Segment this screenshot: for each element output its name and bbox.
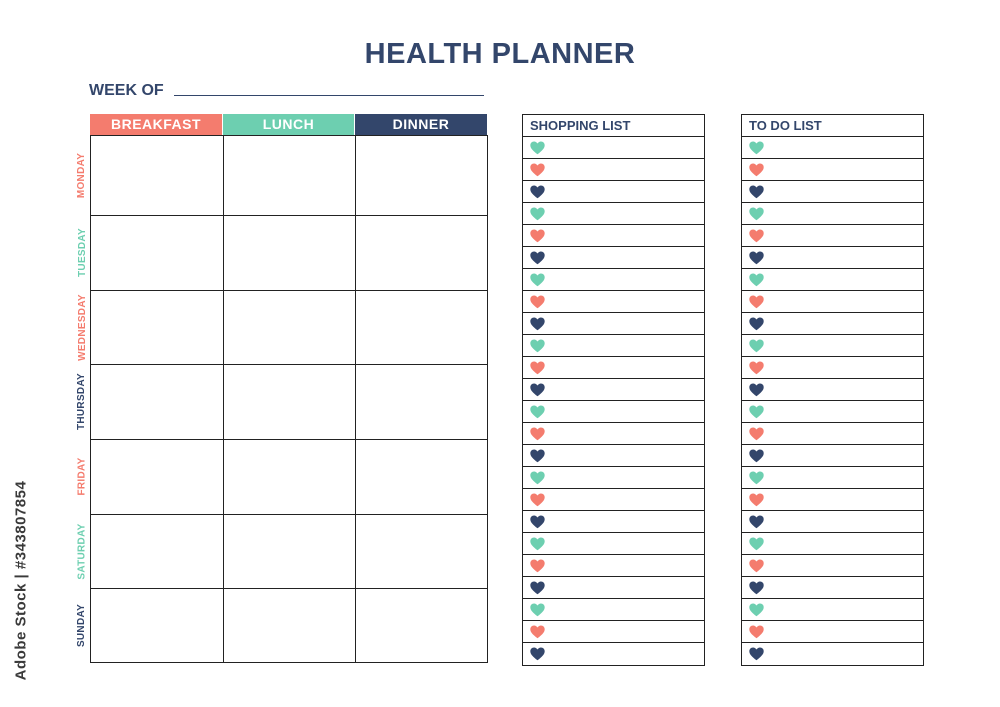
shopping-list-item[interactable] <box>523 225 704 247</box>
heart-icon <box>749 537 764 551</box>
heart-icon <box>749 383 764 397</box>
heart-icon <box>749 493 764 507</box>
heart-icon <box>749 625 764 639</box>
heart-icon <box>530 537 545 551</box>
todo-list-item[interactable] <box>742 137 923 159</box>
heart-icon <box>530 471 545 485</box>
meal-cell-wednesday-lunch[interactable] <box>223 290 355 364</box>
todo-list-item[interactable] <box>742 511 923 533</box>
heart-icon <box>530 207 545 221</box>
todo-list-item[interactable] <box>742 423 923 445</box>
shopping-list-item[interactable] <box>523 357 704 379</box>
heart-icon <box>530 361 545 375</box>
heart-icon <box>749 163 764 177</box>
heart-icon <box>530 603 545 617</box>
heart-icon <box>530 449 545 463</box>
meal-cell-tuesday-lunch[interactable] <box>223 215 355 290</box>
heart-icon <box>749 559 764 573</box>
meal-header-breakfast: BREAKFAST <box>90 114 222 135</box>
meal-cell-friday-breakfast[interactable] <box>91 439 223 514</box>
shopping-list-item[interactable] <box>523 555 704 577</box>
shopping-list-item[interactable] <box>523 467 704 489</box>
meal-cell-thursday-dinner[interactable] <box>355 364 487 439</box>
todo-list-item[interactable] <box>742 555 923 577</box>
page-title: HEALTH PLANNER <box>364 38 636 70</box>
todo-list-item[interactable] <box>742 159 923 181</box>
heart-icon <box>749 317 764 331</box>
todo-list-item[interactable] <box>742 577 923 599</box>
todo-list-item[interactable] <box>742 247 923 269</box>
meal-cell-sunday-lunch[interactable] <box>223 588 355 662</box>
meal-cell-monday-breakfast[interactable] <box>91 136 223 215</box>
heart-icon <box>530 625 545 639</box>
heart-icon <box>749 405 764 419</box>
todo-list-item[interactable] <box>742 621 923 643</box>
heart-icon <box>749 449 764 463</box>
todo-list-item[interactable] <box>742 445 923 467</box>
heart-icon <box>530 493 545 507</box>
day-label-text: FRIDAY <box>76 457 88 496</box>
meal-cell-monday-dinner[interactable] <box>355 136 487 215</box>
meal-cell-wednesday-dinner[interactable] <box>355 290 487 364</box>
todo-list-item[interactable] <box>742 643 923 665</box>
heart-icon <box>530 163 545 177</box>
day-label-text: THURSDAY <box>76 372 88 431</box>
day-label-monday <box>72 136 92 215</box>
heart-icon <box>749 647 764 661</box>
todo-list-item[interactable] <box>742 291 923 313</box>
day-label-sunday <box>72 588 92 662</box>
heart-icon <box>749 251 764 265</box>
shopping-list-item[interactable] <box>523 335 704 357</box>
shopping-list-item[interactable] <box>523 621 704 643</box>
meal-cell-saturday-breakfast[interactable] <box>91 514 223 588</box>
todo-list-item[interactable] <box>742 335 923 357</box>
meal-cell-tuesday-breakfast[interactable] <box>91 215 223 290</box>
shopping-list-item[interactable] <box>523 313 704 335</box>
shopping-list-item[interactable] <box>523 533 704 555</box>
shopping-list-item[interactable] <box>523 511 704 533</box>
day-label-text: SUNDAY <box>76 603 88 647</box>
todo-list-title: TO DO LIST <box>742 115 923 137</box>
day-label-tuesday <box>72 215 92 290</box>
heart-icon <box>530 515 545 529</box>
shopping-list-item[interactable] <box>523 445 704 467</box>
shopping-list-item[interactable] <box>523 379 704 401</box>
heart-icon <box>530 229 545 243</box>
watermark-text: Adobe Stock | #343807854 <box>12 480 30 680</box>
heart-icon <box>749 515 764 529</box>
heart-icon <box>530 317 545 331</box>
heart-icon <box>749 295 764 309</box>
todo-list-item[interactable] <box>742 225 923 247</box>
heart-icon <box>530 295 545 309</box>
heart-icon <box>749 229 764 243</box>
stock-watermark <box>4 466 38 694</box>
shopping-list-item[interactable] <box>523 489 704 511</box>
day-label-saturday <box>72 514 92 588</box>
day-label-text: MONDAY <box>76 152 88 199</box>
heart-icon <box>530 427 545 441</box>
heart-icon <box>530 383 545 397</box>
heart-icon <box>530 185 545 199</box>
shopping-list-item[interactable] <box>523 423 704 445</box>
week-of-label: WEEK OF <box>89 82 164 99</box>
day-label-friday <box>72 439 92 514</box>
todo-list-item[interactable] <box>742 599 923 621</box>
heart-icon <box>749 339 764 353</box>
shopping-list-item[interactable] <box>523 203 704 225</box>
meal-cell-monday-lunch[interactable] <box>223 136 355 215</box>
meal-cell-saturday-dinner[interactable] <box>355 514 487 588</box>
heart-icon <box>530 647 545 661</box>
heart-icon <box>749 581 764 595</box>
week-of-line[interactable] <box>174 95 484 96</box>
shopping-list-item[interactable] <box>523 291 704 313</box>
shopping-list-item[interactable] <box>523 159 704 181</box>
meal-header-lunch: LUNCH <box>223 114 354 135</box>
heart-icon <box>749 185 764 199</box>
shopping-list-item[interactable] <box>523 401 704 423</box>
meal-cell-thursday-lunch[interactable] <box>223 364 355 439</box>
heart-icon <box>530 251 545 265</box>
shopping-list <box>522 114 705 666</box>
day-label-thursday <box>72 364 92 439</box>
heart-icon <box>749 603 764 617</box>
heart-icon <box>749 427 764 441</box>
meal-cell-wednesday-breakfast[interactable] <box>91 290 223 364</box>
heart-icon <box>749 141 764 155</box>
heart-icon <box>530 405 545 419</box>
todo-list-item[interactable] <box>742 313 923 335</box>
meal-cell-tuesday-dinner[interactable] <box>355 215 487 290</box>
todo-list-item[interactable] <box>742 203 923 225</box>
todo-list-item[interactable] <box>742 401 923 423</box>
todo-list-item[interactable] <box>742 379 923 401</box>
meal-table <box>90 114 488 663</box>
heart-icon <box>749 207 764 221</box>
heart-icon <box>749 273 764 287</box>
shopping-list-item[interactable] <box>523 137 704 159</box>
shopping-list-title: SHOPPING LIST <box>523 115 704 137</box>
todo-list-item[interactable] <box>742 181 923 203</box>
shopping-list-item[interactable] <box>523 269 704 291</box>
shopping-list-item[interactable] <box>523 599 704 621</box>
meal-cell-sunday-dinner[interactable] <box>355 588 487 662</box>
meal-cell-sunday-breakfast[interactable] <box>91 588 223 662</box>
meal-header-dinner: DINNER <box>355 114 487 135</box>
meal-cell-friday-lunch[interactable] <box>223 439 355 514</box>
shopping-list-item[interactable] <box>523 247 704 269</box>
todo-list-item[interactable] <box>742 533 923 555</box>
heart-icon <box>530 273 545 287</box>
day-label-text: WEDNESDAY <box>76 293 88 361</box>
meal-cell-thursday-breakfast[interactable] <box>91 364 223 439</box>
todo-list-item[interactable] <box>742 269 923 291</box>
day-label-wednesday <box>72 290 92 364</box>
shopping-list-item[interactable] <box>523 643 704 665</box>
meal-grid <box>90 135 488 663</box>
heart-icon <box>530 559 545 573</box>
todo-list-item[interactable] <box>742 357 923 379</box>
shopping-list-item[interactable] <box>523 577 704 599</box>
heart-icon <box>530 339 545 353</box>
heart-icon <box>749 361 764 375</box>
heart-icon <box>530 141 545 155</box>
day-label-text: SATURDAY <box>76 522 88 580</box>
todo-list <box>741 114 924 666</box>
shopping-list-item[interactable] <box>523 181 704 203</box>
day-label-text: TUESDAY <box>76 228 88 277</box>
heart-icon <box>749 471 764 485</box>
heart-icon <box>530 581 545 595</box>
meal-cell-saturday-lunch[interactable] <box>223 514 355 588</box>
meal-cell-friday-dinner[interactable] <box>355 439 487 514</box>
todo-list-item[interactable] <box>742 467 923 489</box>
todo-list-item[interactable] <box>742 489 923 511</box>
